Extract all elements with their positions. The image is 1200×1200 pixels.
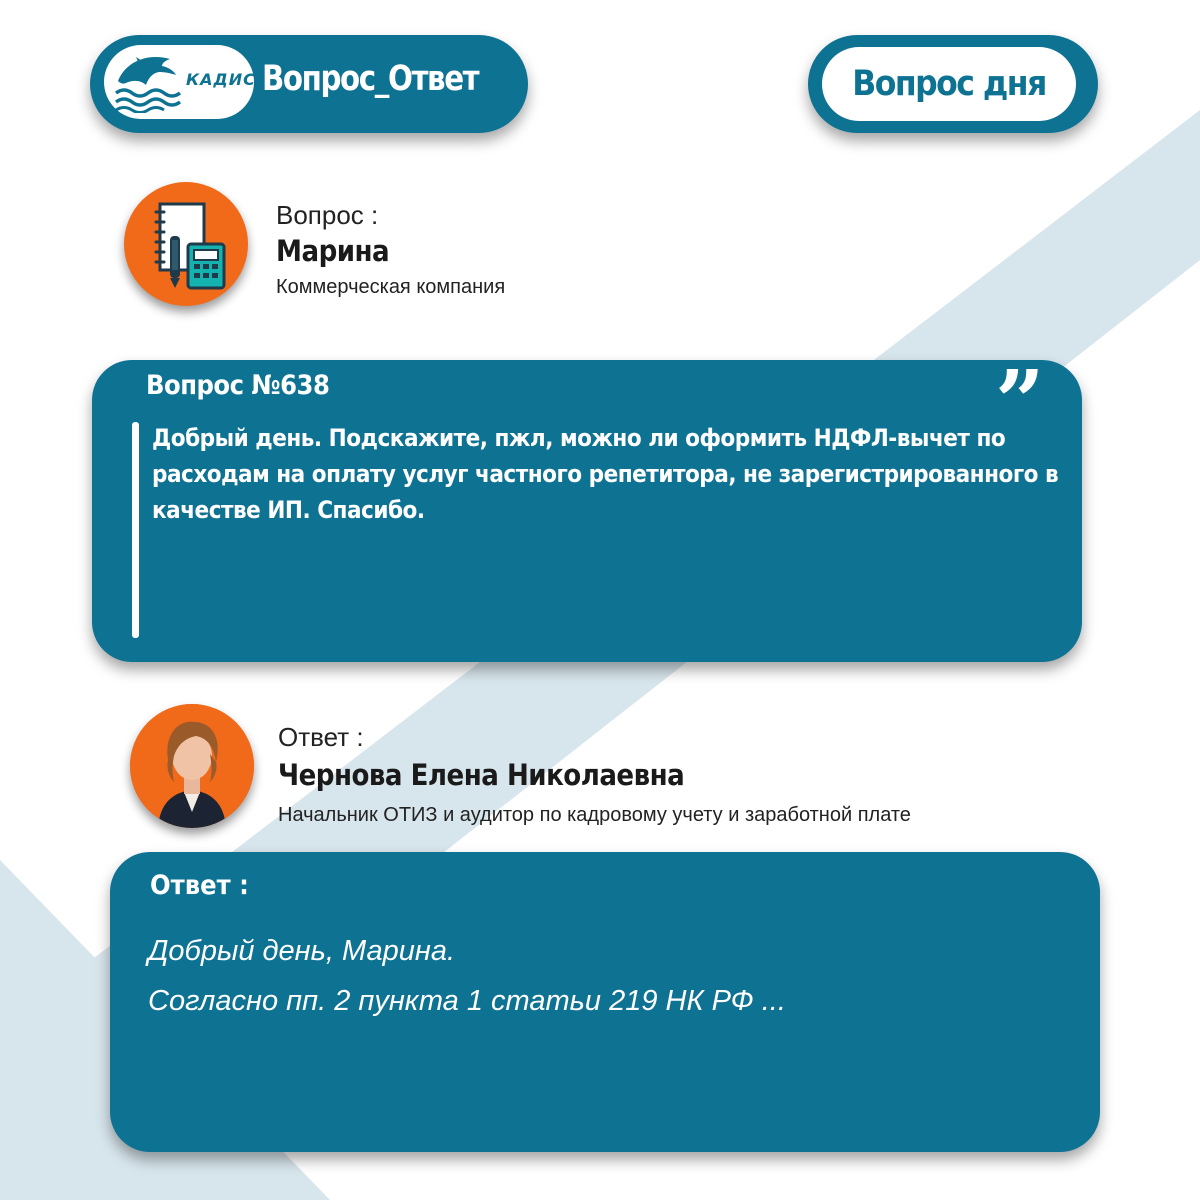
question-role-label: Вопрос :	[276, 200, 379, 230]
dolphin-logo-icon	[112, 51, 182, 113]
answer-card	[110, 852, 1100, 1152]
logo-text: КАДИС	[186, 70, 256, 89]
question-card	[92, 352, 1082, 662]
kadis-logo[interactable]	[104, 45, 254, 119]
expert-name: Чернова Елена Николаевна	[278, 758, 685, 792]
expert-position: Начальник ОТИЗ и аудитор по кадровому учету и заработной плате	[278, 804, 911, 826]
question-of-day-badge[interactable]	[808, 35, 1098, 133]
answer-line-greeting: Добрый день, Марина.	[148, 935, 456, 967]
answer-text	[148, 926, 786, 1026]
brand-header	[90, 35, 528, 133]
quote-bar	[132, 422, 139, 638]
notebook-calculator-icon	[124, 182, 248, 306]
answer-line-reference: Согласно пп. 2 пункта 1 статьи 219 НК РФ ...	[148, 985, 786, 1017]
answer-heading: Ответ :	[150, 870, 249, 901]
answer-role-label: Ответ :	[278, 722, 364, 752]
question-of-day-label: Вопрос дня	[822, 47, 1076, 121]
expert-avatar	[130, 704, 254, 828]
question-number: Вопрос №638	[146, 370, 330, 401]
brand-title: Вопрос_Ответ	[262, 59, 479, 99]
question-author-name: Марина	[276, 234, 390, 268]
expert-photo	[130, 704, 254, 828]
quote-icon: ”	[995, 352, 1045, 453]
question-text: Добрый день. Подскажите, пжл, можно ли оформить НДФЛ-вычет по расходам на оплату услуг частного репетитора, не зарегистрированного в качестве ИП. Спасибо.	[152, 424, 1059, 524]
question-author-avatar	[124, 182, 248, 306]
question-author-company: Коммерческая компания	[276, 276, 506, 298]
